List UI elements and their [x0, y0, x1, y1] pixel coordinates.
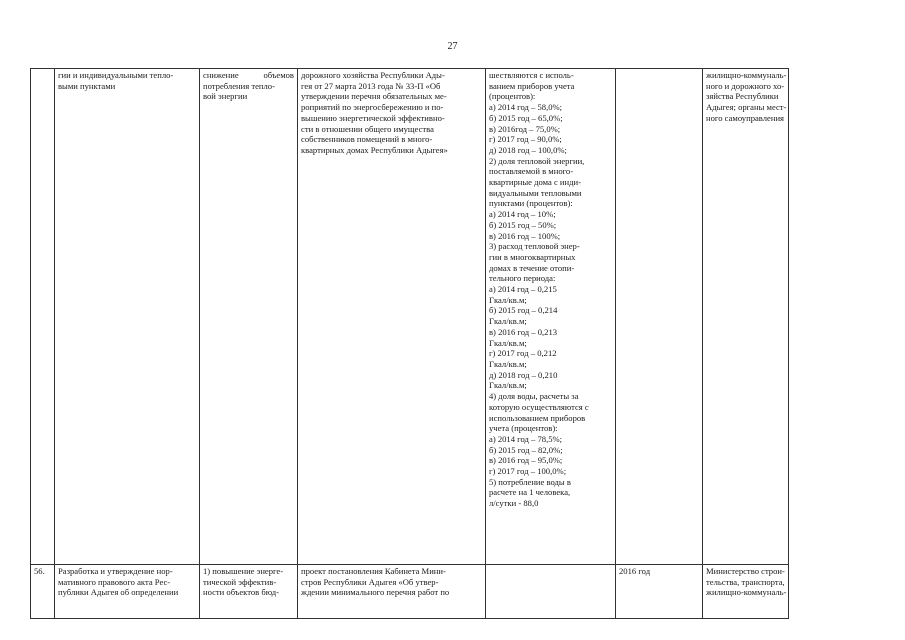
cell-line: л/сутки - 88,0: [489, 498, 539, 509]
cell-line: учета (процентов):: [489, 423, 558, 434]
cell-line: Гкал/кв.м;: [489, 294, 527, 305]
cell-line: 5) потребление воды в: [489, 476, 571, 487]
table-row: [31, 69, 891, 565]
cell-line: ного самоуправления: [706, 112, 784, 123]
cell-line: 4) доля воды, расчеты за: [489, 391, 579, 402]
cell-line: зяйства Республики: [706, 91, 779, 102]
cell-line: Гкал/кв.м;: [489, 380, 527, 391]
cell-line: в) 2016 год – 100%;: [489, 230, 561, 241]
cell-line: г) 2017 год – 100,0%;: [489, 466, 567, 477]
cell-line: 1) повышение энерге-: [203, 566, 284, 576]
cell-line: тической эффектив-: [203, 576, 277, 587]
cell-line: гии в многоквартирных: [489, 251, 576, 262]
cell-line: Гкал/кв.м;: [489, 358, 527, 369]
cell-line: ного и дорожного хо-: [706, 80, 785, 91]
cell-line: выми пунктами: [58, 80, 116, 91]
deadline-cell: [616, 69, 703, 565]
cell-line: роприятий по энергосбережению и по-: [301, 102, 444, 113]
cell-line: тельного периода:: [489, 273, 556, 284]
cell-line: шествляются с исполь-: [489, 70, 574, 80]
cell-line: б) 2015 год – 82,0%;: [489, 444, 563, 455]
document-cell: [298, 69, 486, 565]
cell-line: жилищно-коммуналь-: [706, 70, 787, 80]
cell-line: собственников помещений в много-: [301, 134, 433, 145]
cell-line: Гкал/кв.м;: [489, 316, 527, 327]
cell-line: стров Республики Адыгея «Об утвер-: [301, 576, 439, 587]
cell-line: тельства, транспорта,: [706, 576, 785, 587]
cell-line: б) 2015 год – 50%;: [489, 219, 557, 230]
indicators-cell: [486, 565, 616, 619]
cell-line: г) 2017 год – 90,0%;: [489, 134, 562, 145]
word: снижение: [203, 70, 239, 80]
purpose-cell: [200, 565, 298, 619]
cell-line: дорожного хозяйства Республики Ады-: [301, 70, 445, 80]
cell-line: квартирные дома с инди-: [489, 177, 581, 188]
cell-line: проект постановления Кабинета Мини-: [301, 566, 446, 576]
cell-line: вой энергии: [203, 91, 248, 102]
cell-line: (процентов):: [489, 91, 536, 102]
cell-line: в) 2016год – 75,0%;: [489, 123, 561, 134]
deadline-cell: 2016 год: [616, 565, 703, 619]
cell-line: вышению энергетической эффективно-: [301, 112, 445, 123]
responsible-cell: [703, 69, 789, 565]
cell-line: д) 2018 год – 0,210: [489, 369, 558, 380]
cell-line: ванием приборов учета: [489, 80, 575, 91]
row-number-cell: [31, 69, 55, 565]
measure-cell: [55, 69, 200, 565]
cell-line: публики Адыгея об определении: [58, 587, 179, 598]
cell-line: г) 2017 год – 0,212: [489, 348, 557, 359]
cell-line: д) 2018 год – 100,0%;: [489, 144, 567, 155]
cell-line: б) 2015 год – 0,214: [489, 305, 558, 316]
cell-line: Адыгея; органы мест-: [706, 102, 787, 113]
cell-line: а) 2014 год – 10%;: [489, 209, 556, 220]
document-cell: [298, 565, 486, 619]
table-row: [31, 565, 891, 619]
cell-line: видуальными тепловыми: [489, 187, 582, 198]
cell-line: 3) расход тепловой энер-: [489, 241, 580, 252]
cell-line: сти в отношении общего имущества: [301, 123, 434, 134]
cell-line: Разработка и утверждение нор-: [58, 566, 173, 576]
cell-line: а) 2014 год – 0,215: [489, 284, 557, 295]
cell-line: гии и индивидуальными тепло-: [58, 70, 174, 80]
purpose-cell: [200, 69, 298, 565]
cell-line: мативного правового акта Рес-: [58, 576, 171, 587]
page-number: 27: [447, 41, 458, 52]
cell-line: ности объектов бюд-: [203, 587, 279, 598]
cell-line: в) 2016 год – 0,213: [489, 326, 558, 337]
cell-line: [203, 70, 294, 81]
cell-line: Гкал/кв.м;: [489, 337, 527, 348]
cell-line: использованием приборов: [489, 412, 586, 423]
cell-line: расчете на 1 человека,: [489, 487, 571, 498]
measure-cell: [55, 565, 200, 619]
cell-line: которую осуществляются с: [489, 401, 589, 412]
cell-line: потребления тепло-: [203, 80, 275, 91]
cell-line: Министерство строи-: [706, 566, 785, 576]
cell-line: а) 2014 год – 58,0%;: [489, 102, 563, 113]
responsible-cell: [703, 565, 789, 619]
row-number-cell: 56.: [31, 565, 55, 619]
cell-line: жилищно-коммуналь-: [706, 587, 787, 598]
cell-line: гея от 27 марта 2013 года № 33-П «Об: [301, 80, 441, 91]
word: объемов: [263, 70, 294, 80]
cell-line: квартирных домах Республики Адыгея»: [301, 144, 448, 155]
cell-line: домах в течение отопи-: [489, 262, 575, 273]
cell-line: б) 2015 год – 65,0%;: [489, 112, 563, 123]
measures-table: [30, 68, 891, 619]
indicators-cell: [486, 69, 616, 565]
cell-line: 2) доля тепловой энергии,: [489, 155, 585, 166]
cell-line: ждении минимального перечня работ по: [301, 587, 450, 598]
cell-line: поставляемой в много-: [489, 166, 574, 177]
cell-line: в) 2016 год – 95,0%;: [489, 455, 563, 466]
cell-line: а) 2014 год – 78,5%;: [489, 433, 563, 444]
cell-line: пунктами (процентов):: [489, 198, 573, 209]
cell-line: утверждении перечня обязательных ме-: [301, 91, 447, 102]
